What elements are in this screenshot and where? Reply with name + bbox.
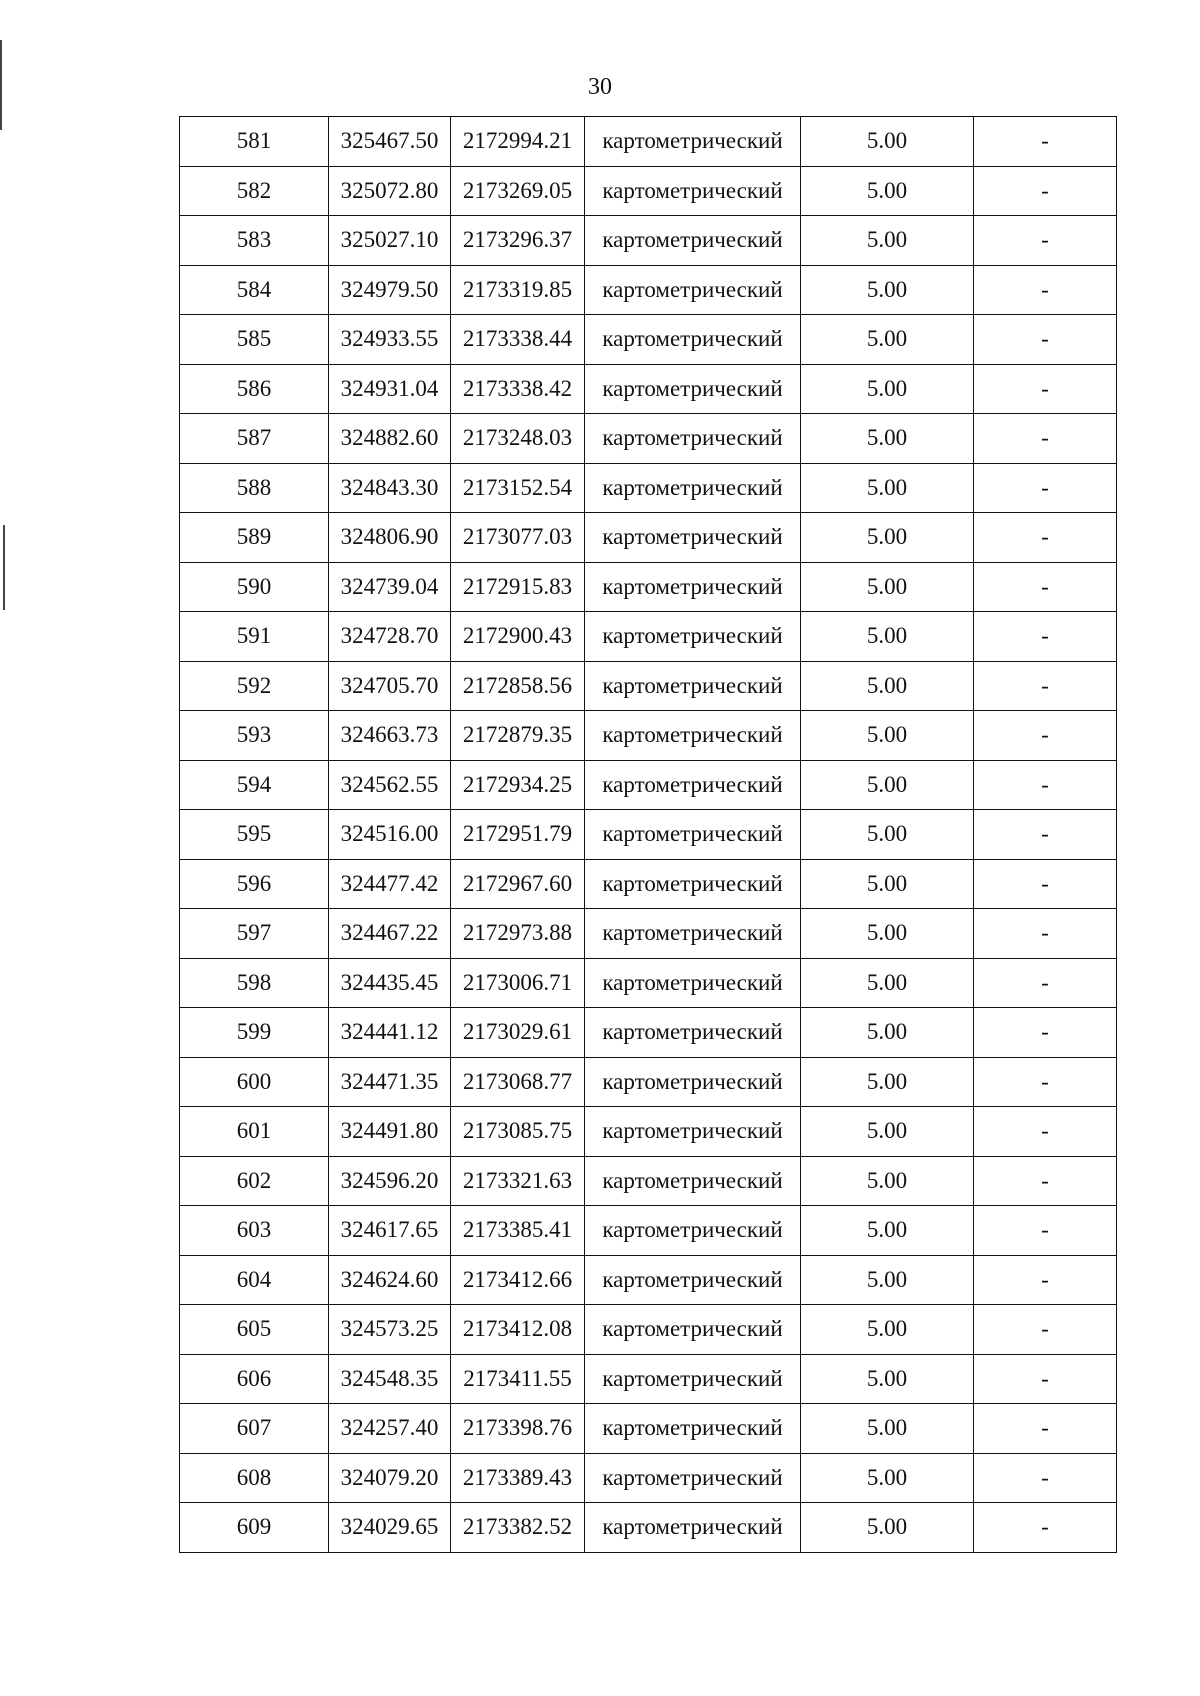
description-cell: - — [974, 216, 1117, 266]
method-cell: картометрический — [585, 1008, 801, 1058]
x-coordinate-cell: 324548.35 — [329, 1354, 451, 1404]
point-number-cell: 606 — [180, 1354, 329, 1404]
accuracy-cell: 5.00 — [801, 1057, 974, 1107]
table-row — [180, 166, 1117, 216]
accuracy-cell: 5.00 — [801, 315, 974, 365]
x-coordinate-cell: 324933.55 — [329, 315, 451, 365]
description-cell: - — [974, 513, 1117, 563]
x-coordinate-cell: 324739.04 — [329, 562, 451, 612]
point-number-cell: 587 — [180, 414, 329, 464]
y-coordinate-cell: 2173321.63 — [451, 1156, 585, 1206]
accuracy-cell: 5.00 — [801, 414, 974, 464]
table-row — [180, 513, 1117, 563]
table-row — [180, 1354, 1117, 1404]
description-cell: - — [974, 562, 1117, 612]
point-number-cell: 604 — [180, 1255, 329, 1305]
y-coordinate-cell: 2173338.44 — [451, 315, 585, 365]
description-cell: - — [974, 1255, 1117, 1305]
x-coordinate-cell: 324441.12 — [329, 1008, 451, 1058]
x-coordinate-cell: 325072.80 — [329, 166, 451, 216]
accuracy-cell: 5.00 — [801, 166, 974, 216]
y-coordinate-cell: 2173152.54 — [451, 463, 585, 513]
description-cell: - — [974, 711, 1117, 761]
method-cell: картометрический — [585, 364, 801, 414]
accuracy-cell: 5.00 — [801, 1305, 974, 1355]
x-coordinate-cell: 324728.70 — [329, 612, 451, 662]
x-coordinate-cell: 324931.04 — [329, 364, 451, 414]
description-cell: - — [974, 364, 1117, 414]
table-row — [180, 760, 1117, 810]
accuracy-cell: 5.00 — [801, 1206, 974, 1256]
table-row — [180, 1206, 1117, 1256]
coordinates-table-body — [180, 117, 1117, 1553]
y-coordinate-cell: 2173412.66 — [451, 1255, 585, 1305]
x-coordinate-cell: 324029.65 — [329, 1503, 451, 1553]
point-number-cell: 588 — [180, 463, 329, 513]
accuracy-cell: 5.00 — [801, 661, 974, 711]
y-coordinate-cell: 2173248.03 — [451, 414, 585, 464]
point-number-cell: 598 — [180, 958, 329, 1008]
point-number-cell: 586 — [180, 364, 329, 414]
table-row — [180, 1008, 1117, 1058]
x-coordinate-cell: 324467.22 — [329, 909, 451, 959]
table-row — [180, 1156, 1117, 1206]
description-cell: - — [974, 760, 1117, 810]
description-cell: - — [974, 1404, 1117, 1454]
y-coordinate-cell: 2172934.25 — [451, 760, 585, 810]
accuracy-cell: 5.00 — [801, 513, 974, 563]
table-row — [180, 562, 1117, 612]
y-coordinate-cell: 2173029.61 — [451, 1008, 585, 1058]
description-cell: - — [974, 265, 1117, 315]
point-number-cell: 590 — [180, 562, 329, 612]
table-row — [180, 958, 1117, 1008]
table-row — [180, 1255, 1117, 1305]
description-cell: - — [974, 117, 1117, 167]
scan-edge-mark — [3, 525, 5, 610]
accuracy-cell: 5.00 — [801, 364, 974, 414]
method-cell: картометрический — [585, 414, 801, 464]
coordinates-table — [179, 116, 1117, 1553]
method-cell: картометрический — [585, 612, 801, 662]
point-number-cell: 608 — [180, 1453, 329, 1503]
x-coordinate-cell: 324079.20 — [329, 1453, 451, 1503]
method-cell: картометрический — [585, 1354, 801, 1404]
y-coordinate-cell: 2173269.05 — [451, 166, 585, 216]
table-row — [180, 859, 1117, 909]
x-coordinate-cell: 324435.45 — [329, 958, 451, 1008]
table-row — [180, 265, 1117, 315]
point-number-cell: 596 — [180, 859, 329, 909]
description-cell: - — [974, 1305, 1117, 1355]
accuracy-cell: 5.00 — [801, 216, 974, 266]
table-row — [180, 1107, 1117, 1157]
y-coordinate-cell: 2173296.37 — [451, 216, 585, 266]
accuracy-cell: 5.00 — [801, 1107, 974, 1157]
accuracy-cell: 5.00 — [801, 1354, 974, 1404]
x-coordinate-cell: 324843.30 — [329, 463, 451, 513]
accuracy-cell: 5.00 — [801, 1255, 974, 1305]
description-cell: - — [974, 1008, 1117, 1058]
description-cell: - — [974, 958, 1117, 1008]
accuracy-cell: 5.00 — [801, 760, 974, 810]
y-coordinate-cell: 2172915.83 — [451, 562, 585, 612]
table-row — [180, 612, 1117, 662]
accuracy-cell: 5.00 — [801, 1156, 974, 1206]
y-coordinate-cell: 2173077.03 — [451, 513, 585, 563]
y-coordinate-cell: 2173068.77 — [451, 1057, 585, 1107]
description-cell: - — [974, 1503, 1117, 1553]
method-cell: картометрический — [585, 1057, 801, 1107]
description-cell: - — [974, 1354, 1117, 1404]
point-number-cell: 592 — [180, 661, 329, 711]
method-cell: картометрический — [585, 661, 801, 711]
point-number-cell: 601 — [180, 1107, 329, 1157]
y-coordinate-cell: 2173338.42 — [451, 364, 585, 414]
table-row — [180, 1503, 1117, 1553]
method-cell: картометрический — [585, 1453, 801, 1503]
x-coordinate-cell: 324705.70 — [329, 661, 451, 711]
x-coordinate-cell: 324979.50 — [329, 265, 451, 315]
accuracy-cell: 5.00 — [801, 958, 974, 1008]
y-coordinate-cell: 2173319.85 — [451, 265, 585, 315]
description-cell: - — [974, 909, 1117, 959]
table-row — [180, 315, 1117, 365]
method-cell: картометрический — [585, 463, 801, 513]
point-number-cell: 591 — [180, 612, 329, 662]
point-number-cell: 582 — [180, 166, 329, 216]
accuracy-cell: 5.00 — [801, 117, 974, 167]
description-cell: - — [974, 315, 1117, 365]
method-cell: картометрический — [585, 1206, 801, 1256]
method-cell: картометрический — [585, 166, 801, 216]
x-coordinate-cell: 324491.80 — [329, 1107, 451, 1157]
table-row — [180, 414, 1117, 464]
y-coordinate-cell: 2172967.60 — [451, 859, 585, 909]
method-cell: картометрический — [585, 1255, 801, 1305]
x-coordinate-cell: 324624.60 — [329, 1255, 451, 1305]
y-coordinate-cell: 2172858.56 — [451, 661, 585, 711]
y-coordinate-cell: 2173412.08 — [451, 1305, 585, 1355]
method-cell: картометрический — [585, 909, 801, 959]
point-number-cell: 605 — [180, 1305, 329, 1355]
accuracy-cell: 5.00 — [801, 562, 974, 612]
point-number-cell: 584 — [180, 265, 329, 315]
y-coordinate-cell: 2172879.35 — [451, 711, 585, 761]
point-number-cell: 585 — [180, 315, 329, 365]
x-coordinate-cell: 324471.35 — [329, 1057, 451, 1107]
x-coordinate-cell: 324882.60 — [329, 414, 451, 464]
description-cell: - — [974, 1107, 1117, 1157]
accuracy-cell: 5.00 — [801, 1453, 974, 1503]
x-coordinate-cell: 324573.25 — [329, 1305, 451, 1355]
method-cell: картометрический — [585, 562, 801, 612]
table-row — [180, 909, 1117, 959]
point-number-cell: 599 — [180, 1008, 329, 1058]
x-coordinate-cell: 324596.20 — [329, 1156, 451, 1206]
description-cell: - — [974, 859, 1117, 909]
table-row — [180, 1305, 1117, 1355]
table-row — [180, 661, 1117, 711]
point-number-cell: 594 — [180, 760, 329, 810]
table-row — [180, 1057, 1117, 1107]
y-coordinate-cell: 2173382.52 — [451, 1503, 585, 1553]
x-coordinate-cell: 325467.50 — [329, 117, 451, 167]
x-coordinate-cell: 324257.40 — [329, 1404, 451, 1454]
point-number-cell: 607 — [180, 1404, 329, 1454]
table-row — [180, 1404, 1117, 1454]
description-cell: - — [974, 1057, 1117, 1107]
method-cell: картометрический — [585, 1305, 801, 1355]
point-number-cell: 589 — [180, 513, 329, 563]
method-cell: картометрический — [585, 760, 801, 810]
point-number-cell: 583 — [180, 216, 329, 266]
y-coordinate-cell: 2172951.79 — [451, 810, 585, 860]
method-cell: картометрический — [585, 216, 801, 266]
description-cell: - — [974, 1453, 1117, 1503]
method-cell: картометрический — [585, 711, 801, 761]
x-coordinate-cell: 325027.10 — [329, 216, 451, 266]
accuracy-cell: 5.00 — [801, 1503, 974, 1553]
method-cell: картометрический — [585, 117, 801, 167]
table-row — [180, 1453, 1117, 1503]
method-cell: картометрический — [585, 513, 801, 563]
point-number-cell: 597 — [180, 909, 329, 959]
description-cell: - — [974, 661, 1117, 711]
accuracy-cell: 5.00 — [801, 463, 974, 513]
accuracy-cell: 5.00 — [801, 265, 974, 315]
description-cell: - — [974, 166, 1117, 216]
point-number-cell: 603 — [180, 1206, 329, 1256]
point-number-cell: 609 — [180, 1503, 329, 1553]
method-cell: картометрический — [585, 958, 801, 1008]
method-cell: картометрический — [585, 1156, 801, 1206]
point-number-cell: 600 — [180, 1057, 329, 1107]
table-row — [180, 711, 1117, 761]
method-cell: картометрический — [585, 859, 801, 909]
x-coordinate-cell: 324562.55 — [329, 760, 451, 810]
x-coordinate-cell: 324663.73 — [329, 711, 451, 761]
x-coordinate-cell: 324477.42 — [329, 859, 451, 909]
method-cell: картометрический — [585, 810, 801, 860]
method-cell: картометрический — [585, 315, 801, 365]
method-cell: картометрический — [585, 265, 801, 315]
accuracy-cell: 5.00 — [801, 909, 974, 959]
y-coordinate-cell: 2172900.43 — [451, 612, 585, 662]
y-coordinate-cell: 2173398.76 — [451, 1404, 585, 1454]
description-cell: - — [974, 612, 1117, 662]
accuracy-cell: 5.00 — [801, 810, 974, 860]
y-coordinate-cell: 2173385.41 — [451, 1206, 585, 1256]
method-cell: картометрический — [585, 1503, 801, 1553]
y-coordinate-cell: 2173411.55 — [451, 1354, 585, 1404]
x-coordinate-cell: 324516.00 — [329, 810, 451, 860]
y-coordinate-cell: 2172994.21 — [451, 117, 585, 167]
point-number-cell: 593 — [180, 711, 329, 761]
table-row — [180, 216, 1117, 266]
x-coordinate-cell: 324806.90 — [329, 513, 451, 563]
description-cell: - — [974, 810, 1117, 860]
point-number-cell: 581 — [180, 117, 329, 167]
y-coordinate-cell: 2173389.43 — [451, 1453, 585, 1503]
table-row — [180, 810, 1117, 860]
accuracy-cell: 5.00 — [801, 612, 974, 662]
y-coordinate-cell: 2173085.75 — [451, 1107, 585, 1157]
point-number-cell: 595 — [180, 810, 329, 860]
description-cell: - — [974, 1206, 1117, 1256]
y-coordinate-cell: 2172973.88 — [451, 909, 585, 959]
table-row — [180, 463, 1117, 513]
description-cell: - — [974, 463, 1117, 513]
accuracy-cell: 5.00 — [801, 711, 974, 761]
accuracy-cell: 5.00 — [801, 1008, 974, 1058]
method-cell: картометрический — [585, 1404, 801, 1454]
accuracy-cell: 5.00 — [801, 859, 974, 909]
point-number-cell: 602 — [180, 1156, 329, 1206]
page-number: 30 — [588, 74, 612, 100]
y-coordinate-cell: 2173006.71 — [451, 958, 585, 1008]
x-coordinate-cell: 324617.65 — [329, 1206, 451, 1256]
method-cell: картометрический — [585, 1107, 801, 1157]
accuracy-cell: 5.00 — [801, 1404, 974, 1454]
table-row — [180, 364, 1117, 414]
table-row — [180, 117, 1117, 167]
description-cell: - — [974, 414, 1117, 464]
description-cell: - — [974, 1156, 1117, 1206]
